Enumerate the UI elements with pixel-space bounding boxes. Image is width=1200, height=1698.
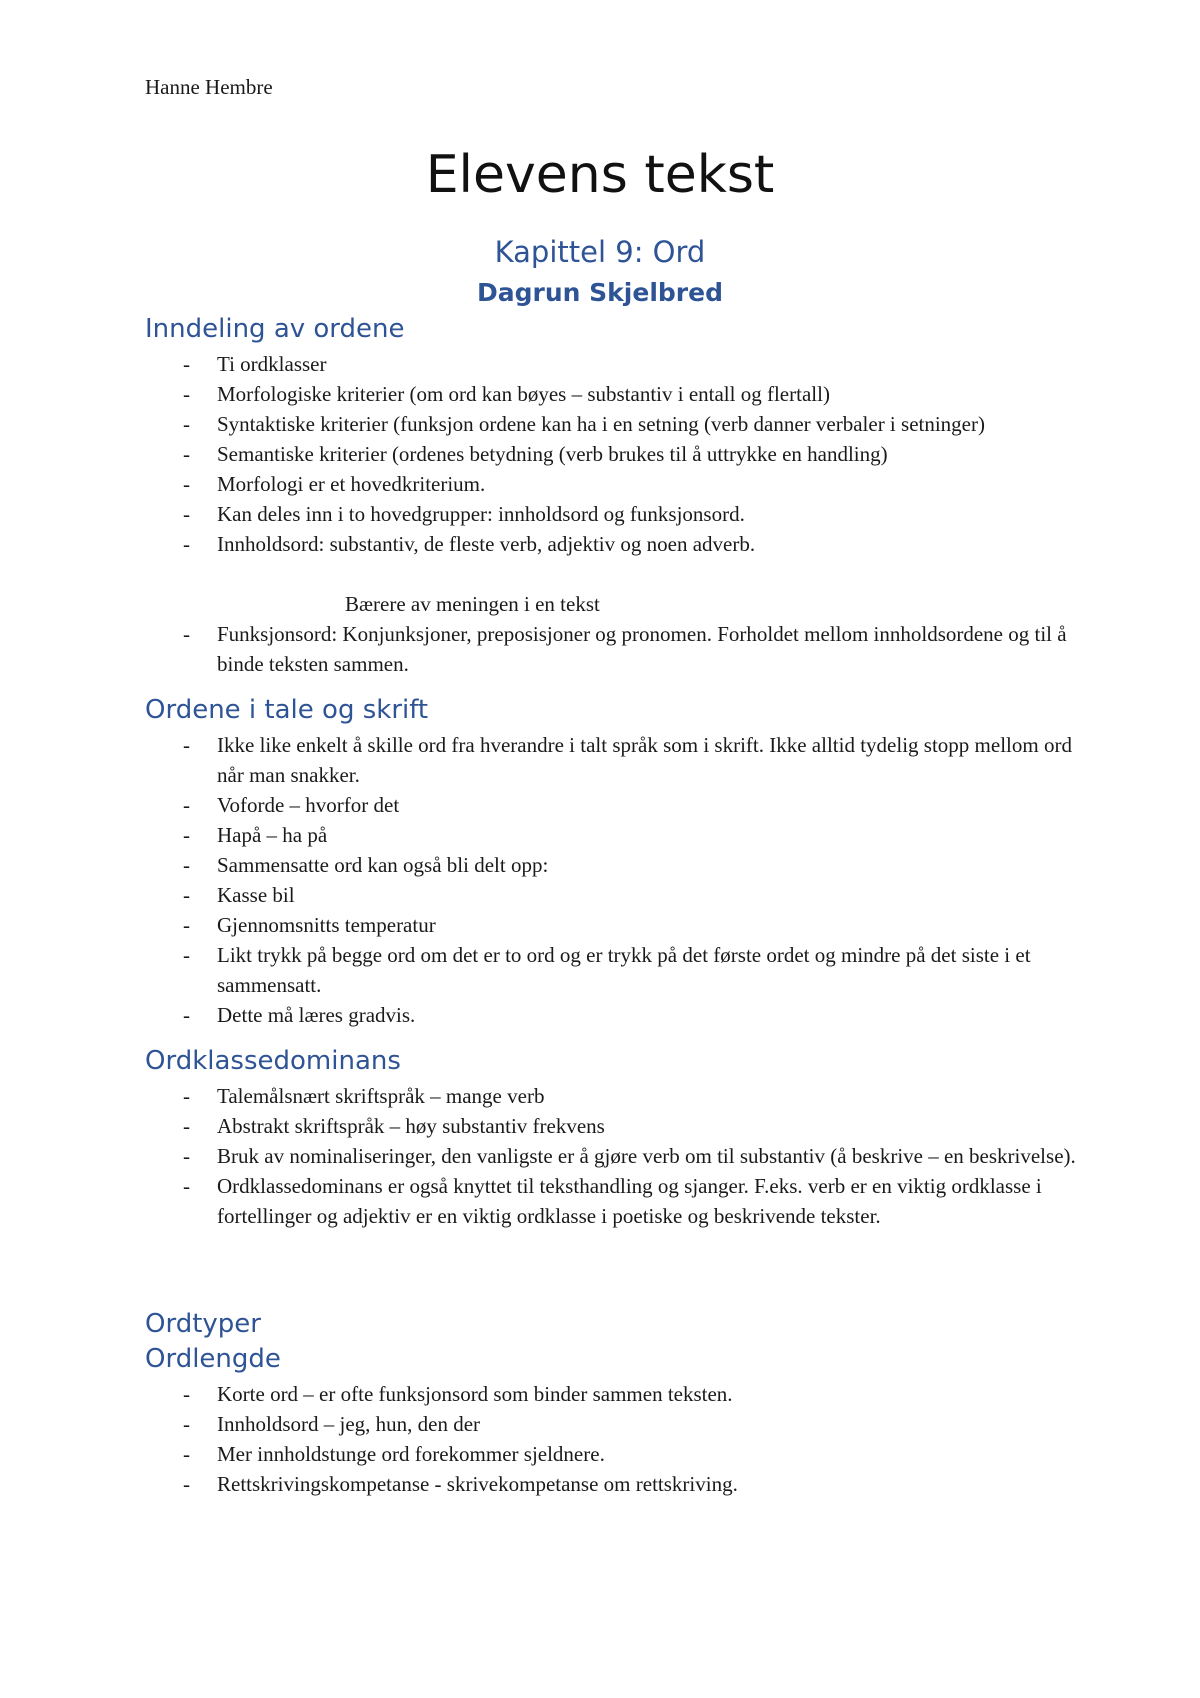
list-item: - Innholdsord – jeg, hun, den der	[145, 1409, 1085, 1439]
bullet-dash: -	[183, 622, 190, 646]
list-item: - Abstrakt skriftspråk – høy substantiv frekvens	[145, 1111, 1085, 1141]
bullet-dash: -	[183, 883, 190, 907]
bullet-dash: -	[183, 853, 190, 877]
bullet-dash: -	[183, 1084, 190, 1108]
bullet-dash: -	[183, 1003, 190, 1027]
bullet-dash: -	[183, 382, 190, 406]
bullet-dash: -	[183, 1114, 190, 1138]
bullet-dash: -	[183, 913, 190, 937]
bullet-dash: -	[183, 412, 190, 436]
list-item: - Hapå – ha på	[145, 820, 1085, 850]
list-item: - Morfologi er et hovedkriterium.	[145, 469, 1085, 499]
list-item: - Bruk av nominaliseringer, den vanligste er å gjøre verb om til substantiv (å beskrive – en beskrivelse).	[145, 1141, 1085, 1171]
list-item: - Gjennomsnitts temperatur	[145, 910, 1085, 940]
bullet-dash: -	[183, 1412, 190, 1436]
list-item: - Dette må læres gradvis.	[145, 1000, 1085, 1030]
list-item: - Semantiske kriterier (ordenes betydning (verb brukes til å uttrykke en handling)	[145, 439, 1085, 469]
list-item: - Korte ord – er ofte funksjonsord som binder sammen teksten.	[145, 1379, 1085, 1409]
section-list-inndeling	[145, 349, 1085, 559]
bullet-dash: -	[183, 532, 190, 556]
bullet-dash: -	[183, 943, 190, 967]
bullet-dash: -	[183, 733, 190, 757]
section-list-ordklassedominans	[145, 1081, 1085, 1231]
section-list-inndeling-cont	[145, 619, 1085, 679]
list-item: - Talemålsnært skriftspråk – mange verb	[145, 1081, 1085, 1111]
section-heading-ordtyper: Ordtyper	[145, 1309, 261, 1339]
list-item: - Kasse bil	[145, 880, 1085, 910]
section-heading-inndeling: Inndeling av ordene	[145, 314, 405, 344]
bullet-dash: -	[183, 1442, 190, 1466]
list-item: - Mer innholdstunge ord forekommer sjeldnere.	[145, 1439, 1085, 1469]
list-item: - Likt trykk på begge ord om det er to ord og er trykk på det første ordet og mindre på det siste i et sammensatt.	[145, 940, 1085, 1000]
bullet-dash: -	[183, 472, 190, 496]
indent-note: Bærere av meningen i en tekst	[345, 592, 600, 616]
header-author: Hanne Hembre	[145, 75, 273, 99]
list-item: - Rettskrivingskompetanse - skrivekompetanse om rettskriving.	[145, 1469, 1085, 1499]
section-list-tale-skrift	[145, 730, 1085, 1030]
list-item: - Voforde – hvorfor det	[145, 790, 1085, 820]
chapter-author: Dagrun Skjelbred	[477, 278, 723, 307]
section-heading-ordlengde: Ordlengde	[145, 1344, 281, 1374]
list-item: - Innholdsord: substantiv, de fleste verb, adjektiv og noen adverb.	[145, 529, 1085, 559]
section-list-ordlengde	[145, 1379, 1085, 1499]
document-title: Elevens tekst	[425, 145, 775, 205]
list-item: - Kan deles inn i to hovedgrupper: innholdsord og funksjonsord.	[145, 499, 1085, 529]
list-item: - Ti ordklasser	[145, 349, 1085, 379]
list-item: - Syntaktiske kriterier (funksjon ordene kan ha i en setning (verb danner verbaler i setninger)	[145, 409, 1085, 439]
chapter-title: Kapittel 9: Ord	[494, 235, 706, 269]
bullet-dash: -	[183, 1174, 190, 1198]
section-heading-ordklassedominans: Ordklassedominans	[145, 1046, 401, 1076]
list-item: - Sammensatte ord kan også bli delt opp:	[145, 850, 1085, 880]
bullet-dash: -	[183, 793, 190, 817]
bullet-dash: -	[183, 823, 190, 847]
section-heading-tale-skrift: Ordene i tale og skrift	[145, 695, 429, 725]
bullet-dash: -	[183, 1144, 190, 1168]
bullet-dash: -	[183, 502, 190, 526]
bullet-dash: -	[183, 352, 190, 376]
bullet-dash: -	[183, 1472, 190, 1496]
bullet-dash: -	[183, 1382, 190, 1406]
list-item: - Morfologiske kriterier (om ord kan bøyes – substantiv i entall og flertall)	[145, 379, 1085, 409]
list-item: - Ordklassedominans er også knyttet til teksthandling og sjanger. F.eks. verb er en viktig ordklasse i fortellinger og adjektiv er en viktig ordklasse i poetiske og beskrivende tekster.	[145, 1171, 1085, 1231]
list-item: - Ikke like enkelt å skille ord fra hverandre i talt språk som i skrift. Ikke alltid tydelig stopp mellom ord når man snakker.	[145, 730, 1085, 790]
list-item: - Funksjonsord: Konjunksjoner, preposisjoner og pronomen. Forholdet mellom innholdsordene og til å binde teksten sammen.	[145, 619, 1085, 679]
bullet-dash: -	[183, 442, 190, 466]
